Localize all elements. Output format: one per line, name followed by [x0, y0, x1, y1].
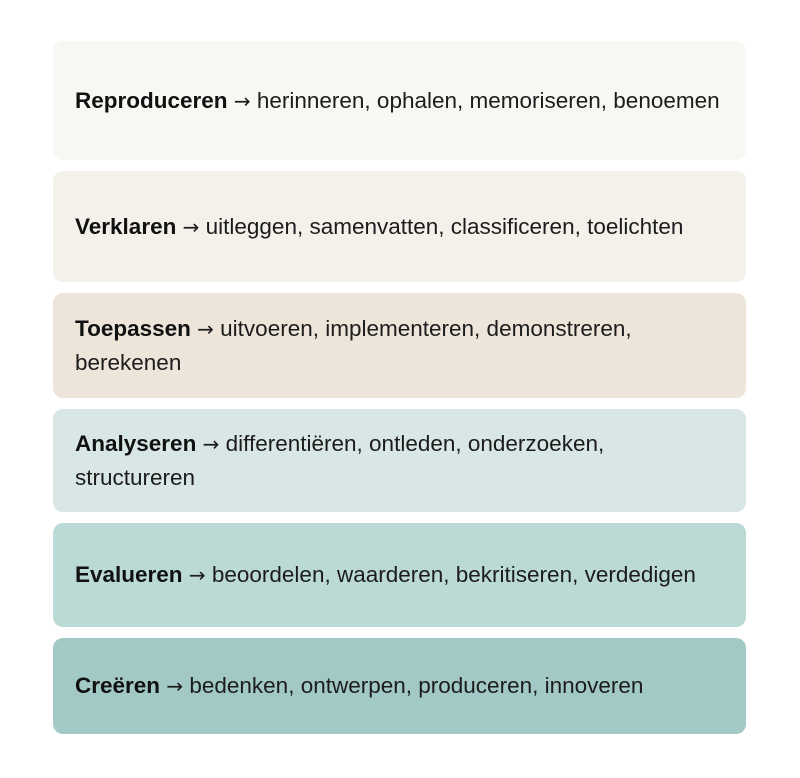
arrow-right-icon: →	[202, 432, 220, 456]
level-verbs: beoordelen, waarderen, bekritiseren, verdedigen	[211, 562, 696, 587]
level-term: Verklaren	[75, 213, 177, 239]
arrow-right-icon: →	[166, 674, 184, 698]
arrow-right-icon: →	[233, 88, 251, 113]
arrow-right-icon: →	[182, 214, 200, 239]
level-reproduceren	[53, 41, 746, 160]
level-text	[75, 669, 643, 703]
level-verbs: herinneren, ophalen, memoriseren, benoemen	[256, 87, 720, 113]
level-term: Creëren	[75, 673, 161, 698]
level-toepassen	[53, 293, 746, 398]
arrow-right-icon: →	[188, 563, 206, 587]
level-text	[75, 312, 724, 379]
arrow-right-icon: →	[197, 317, 214, 341]
level-term: Analyseren	[75, 431, 197, 456]
level-verklaren	[53, 171, 746, 282]
level-term: Evalueren	[75, 562, 183, 587]
level-text	[75, 427, 724, 494]
level-verbs: uitvoeren, implementeren, demonstreren, berekenen	[75, 316, 632, 375]
level-text	[75, 558, 696, 592]
taxonomy-stack	[53, 41, 746, 745]
level-analyseren	[53, 409, 746, 512]
level-term: Reproduceren	[75, 87, 228, 113]
level-creeren	[53, 638, 746, 734]
level-verbs: uitleggen, samenvatten, classificeren, toelichten	[205, 213, 684, 239]
level-evalueren	[53, 523, 746, 627]
level-text	[75, 84, 720, 118]
level-verbs: differentiëren, ontleden, onderzoeken, structureren	[75, 431, 605, 490]
level-verbs: bedenken, ontwerpen, produceren, innoveren	[189, 673, 644, 698]
level-text	[75, 210, 683, 244]
level-term: Toepassen	[75, 316, 191, 341]
